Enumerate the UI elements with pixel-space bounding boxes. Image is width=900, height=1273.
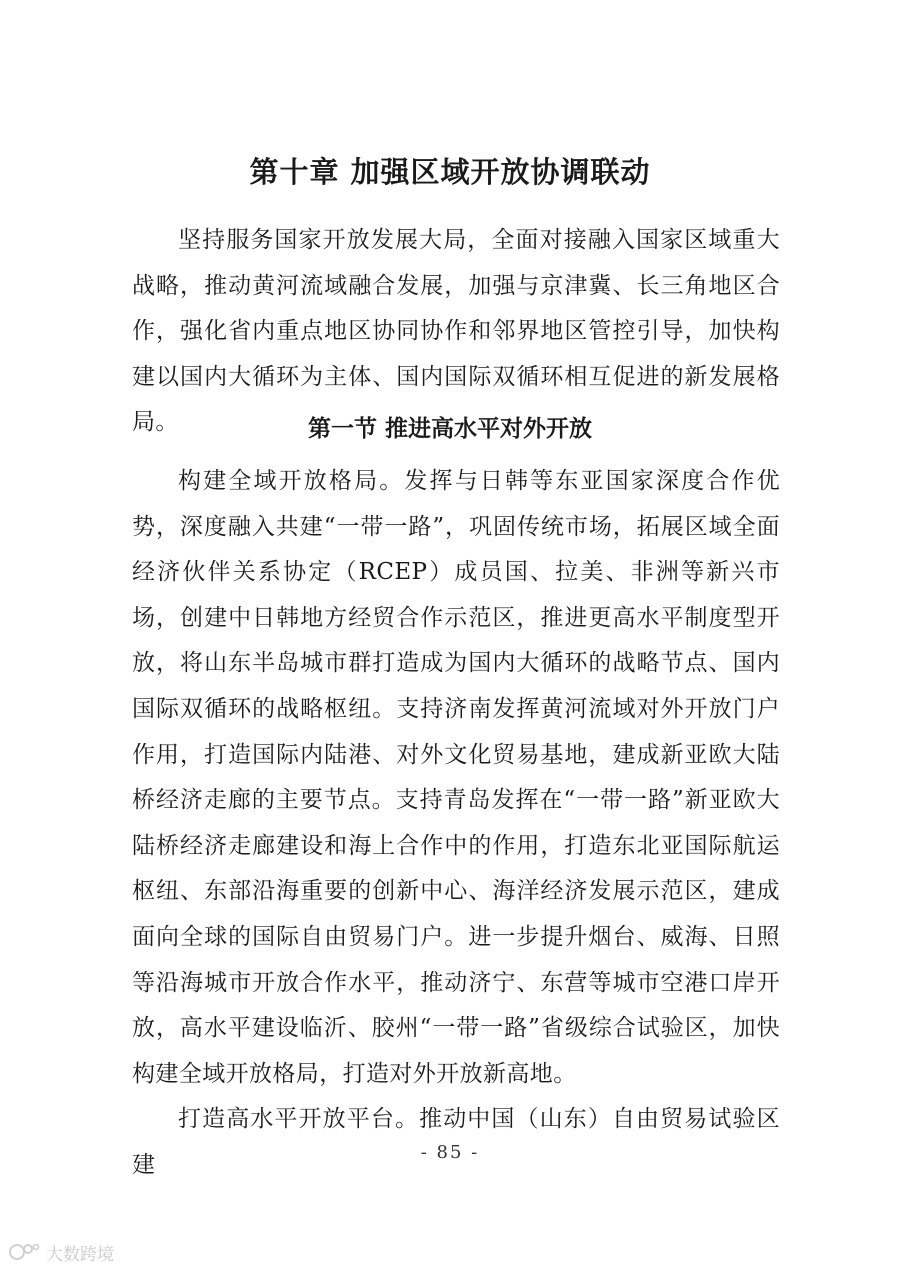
page-number: - 85 - xyxy=(420,1142,480,1163)
section-paragraph-open-pattern: 构建全域开放格局。发挥与日韩等东亚国家深度合作优势，深度融入共建“一带一路”，巩固传统市场，拓展区域全面经济伙伴关系协定（RCEP）成员国、拉美、非洲等新兴市场，创建中日韩地方经贸合作示范区，推进更高水平制度型开放，将山东半岛城市群打造成为国内大循环的战略节点、国内国际双循环的战略枢纽。支持济南发挥黄河流域对外开放门户作用，打造国际内陆港、对外文化贸易基地，建成新亚欧大陆桥经济走廊的主要节点。支持青岛发挥在“一带一路”新亚欧大陆桥经济走廊建设和海上合作中的作用，打造东北亚国际航运枢纽、东部沿海重要的创新中心、海洋经济发展示范区，建成面向全球的国际自由贸易门户。进一步提升烟台、威海、日照等沿海城市开放合作水平，推动济宁、东营等城市空港口岸开放，高水平建设临沂、胶州“一带一路”省级综合试验区，加快构建全域开放格局，打造对外开放新高地。 xyxy=(132,468,780,1087)
section-title: 第一节 推进高水平对外开放 xyxy=(307,416,592,442)
section-paragraph-open-platform: 打造高水平开放平台。推动中国（山东）自由贸易试验区建 xyxy=(132,1106,780,1178)
chapter-title: 第十章 加强区域开放协调联动 xyxy=(249,155,651,189)
chapter-intro-paragraph: 坚持服务国家开放发展大局，全面对接融入国家区域重大战略，推动黄河流域融合发展，加强与京津冀、长三角地区合作，强化省内重点地区协同协作和邻界地区管控引导，加快构建以国内大循环为主体、国内国际双循环相互促进的新发展格局。 xyxy=(132,227,780,436)
watermark xyxy=(8,1238,114,1266)
brand-logo-icon xyxy=(8,1240,42,1264)
watermark-text: 大数跨境 xyxy=(46,1244,114,1265)
